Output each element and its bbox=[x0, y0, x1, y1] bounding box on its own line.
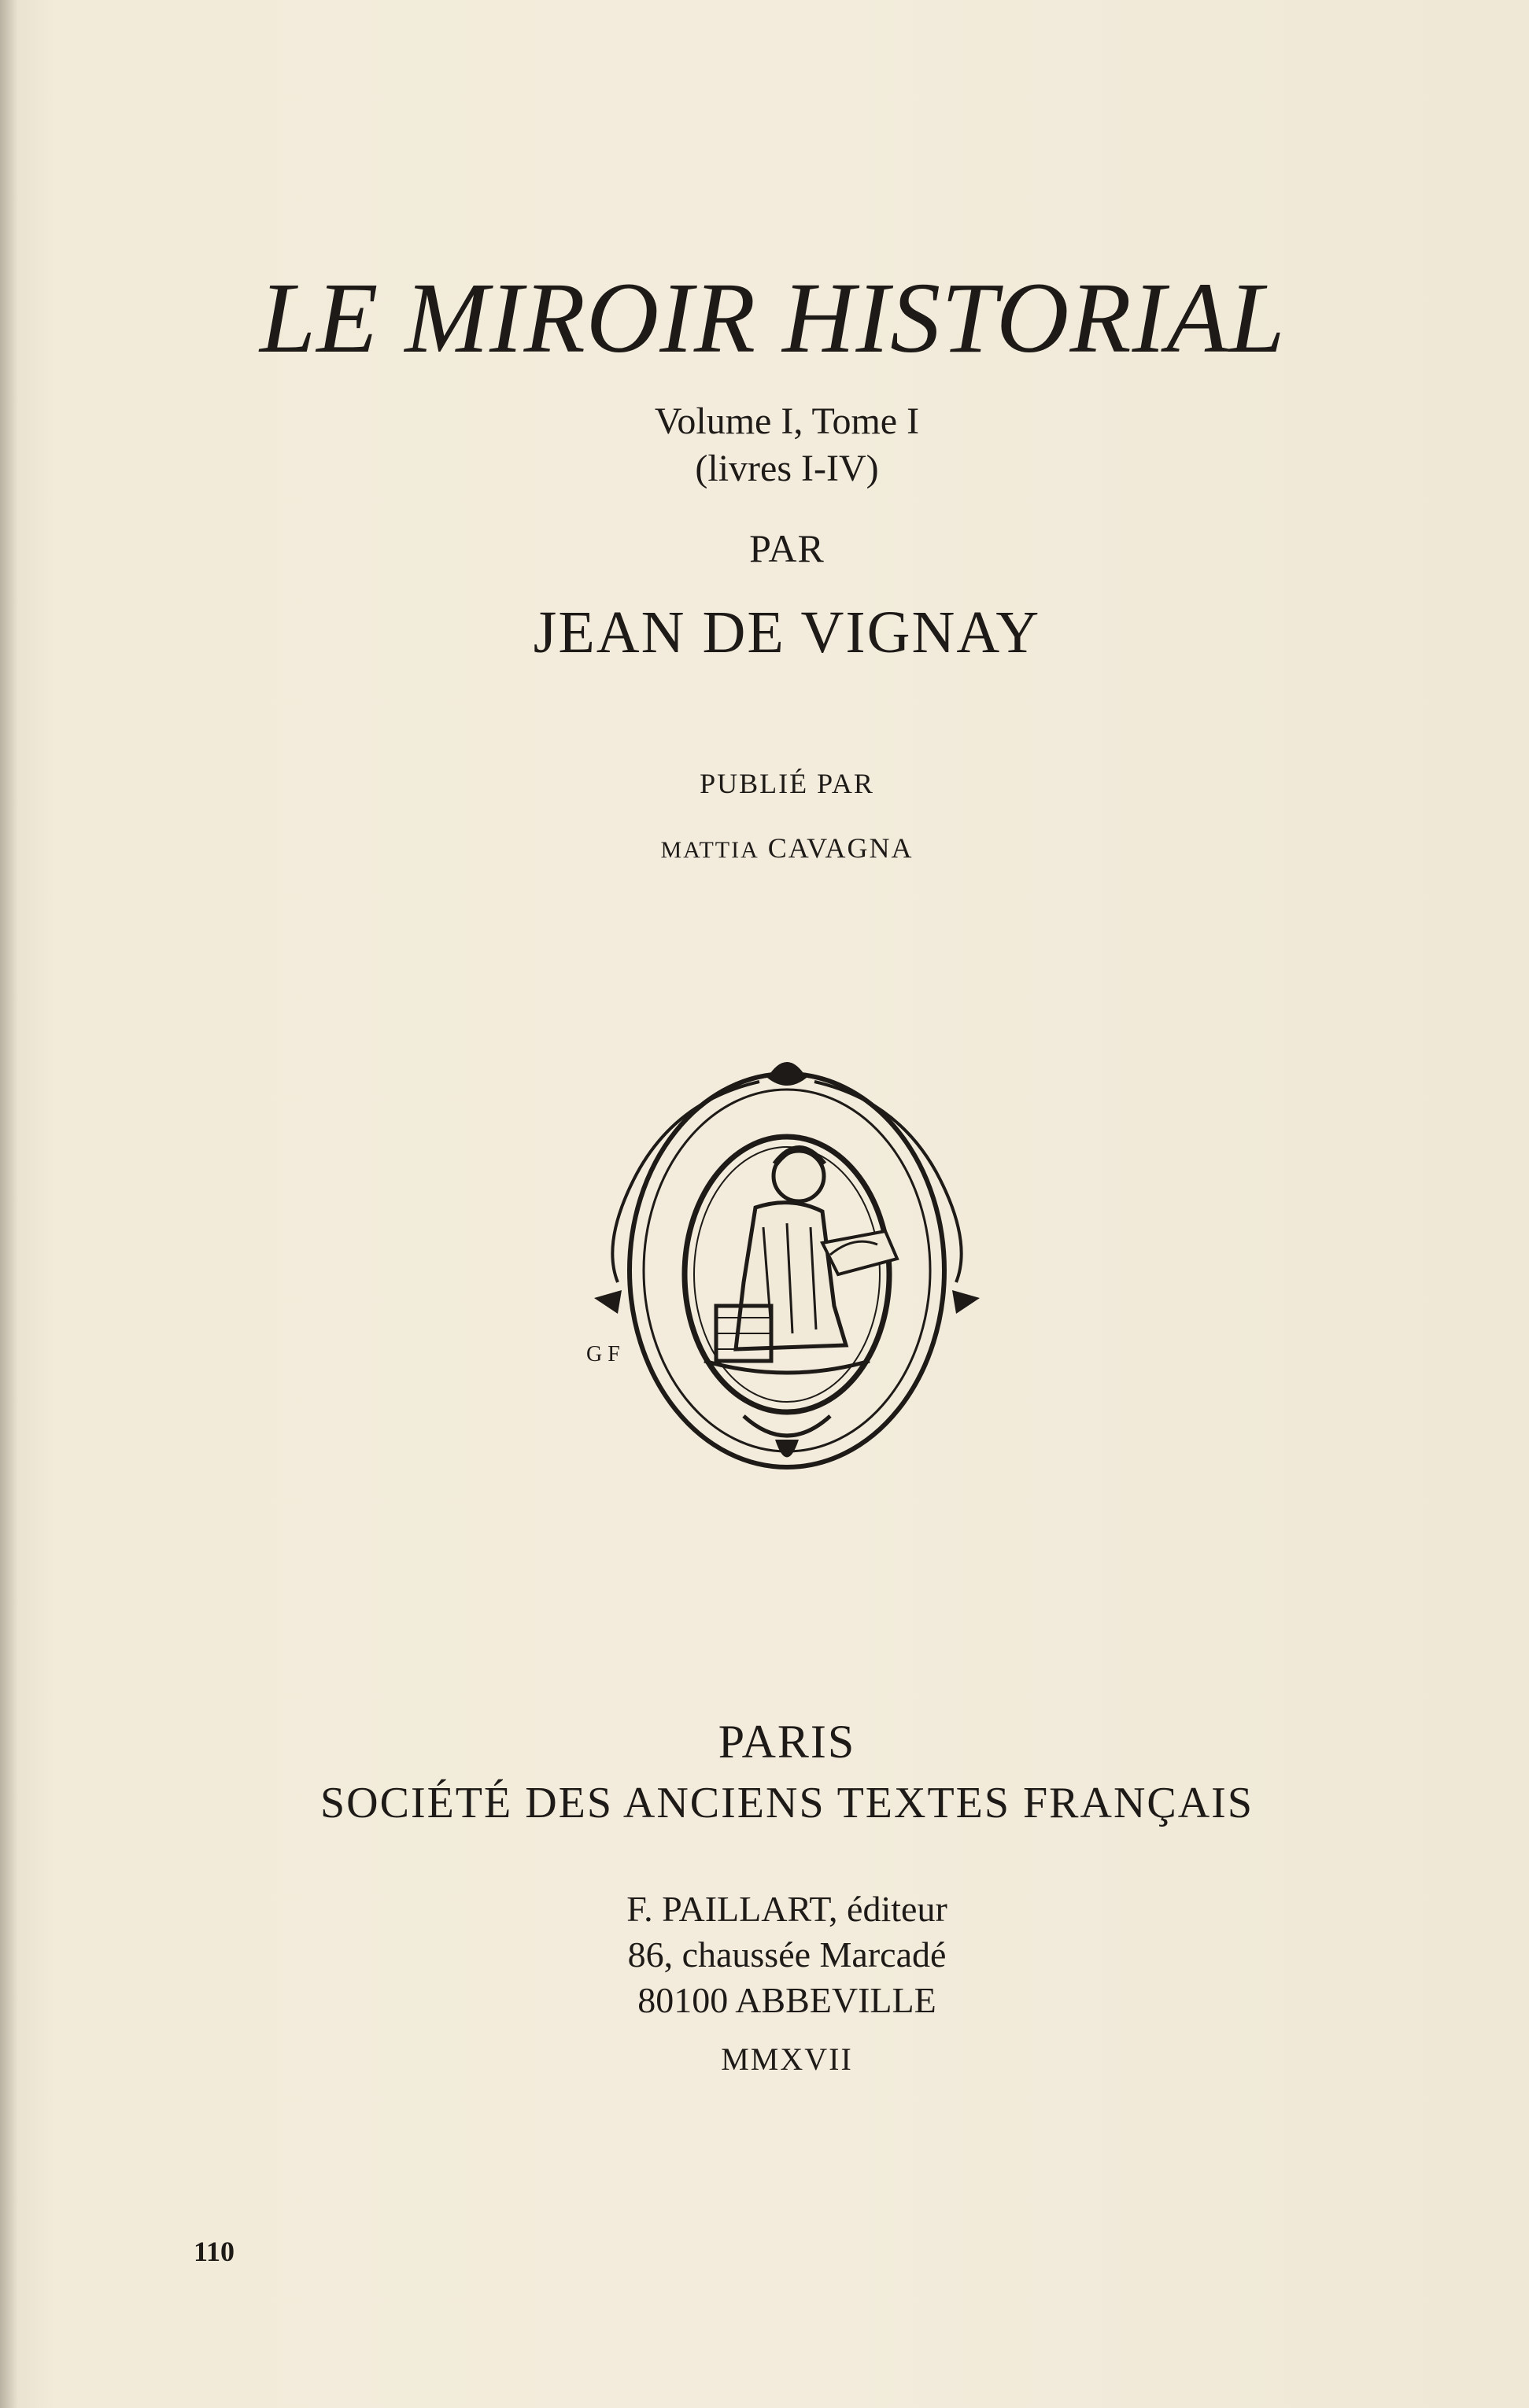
society-name: SOCIÉTÉ DES ANCIENS TEXTES FRANÇAIS bbox=[320, 1779, 1254, 1827]
book-title: LE MIROIR HISTORIAL bbox=[260, 262, 1286, 374]
volume-label: Volume I, Tome I bbox=[654, 400, 920, 442]
books-range: (livres I-IV) bbox=[695, 448, 879, 489]
author-name: JEAN DE VIGNAY bbox=[533, 599, 1041, 666]
spine-edge bbox=[0, 0, 17, 2408]
published-by-label: PUBLIÉ PAR bbox=[700, 768, 874, 799]
publication-year: MMXVII bbox=[721, 2041, 853, 2077]
editor-first-name: MATTIA bbox=[660, 837, 759, 863]
series-number: 110 bbox=[194, 2236, 235, 2267]
publisher-address: 86, chaussée Marcadé bbox=[627, 1934, 947, 1975]
editor-last-name: CAVAGNA bbox=[767, 832, 914, 864]
artist-mark: G F bbox=[586, 1342, 620, 1366]
scribe-seal-icon bbox=[586, 1046, 988, 1487]
by-label: PAR bbox=[749, 526, 825, 570]
publisher-name: F. PAILLART, éditeur bbox=[626, 1889, 947, 1929]
editor-name bbox=[551, 834, 1023, 862]
publisher-city: 80100 ABBEVILLE bbox=[637, 1980, 936, 2020]
publication-city: PARIS bbox=[718, 1716, 856, 1768]
